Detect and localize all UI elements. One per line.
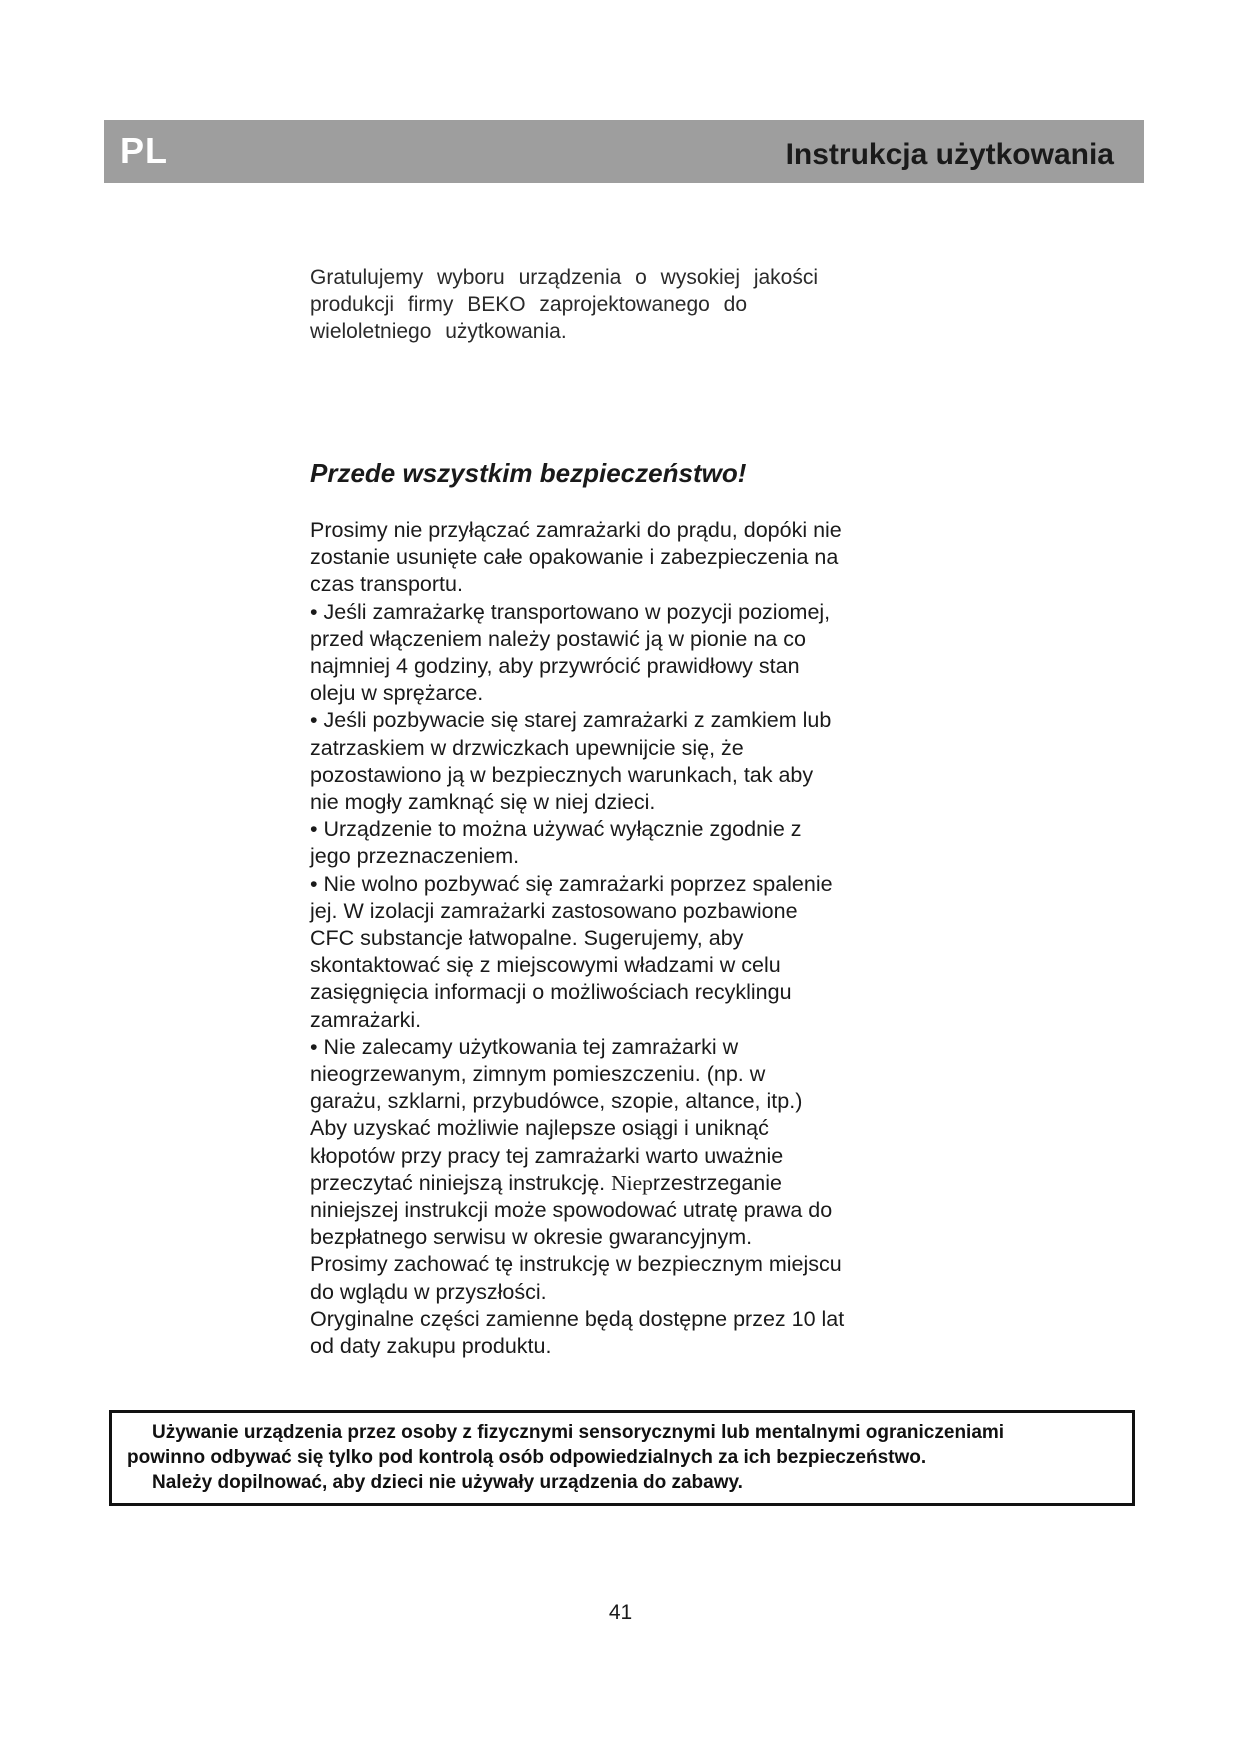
safety-text-fragment: rzestrzeganie bbox=[652, 1170, 782, 1195]
intro-line: wieloletniego użytkowania. bbox=[310, 320, 567, 343]
safety-line: Prosimy zachować tę instrukcję w bezpiecznym miejscu bbox=[310, 1252, 842, 1277]
safety-line: jego przeznaczeniem. bbox=[310, 844, 520, 869]
safety-line: Aby uzyskać możliwie najlepsze osiągi i uniknąć bbox=[310, 1116, 769, 1141]
intro-paragraph bbox=[310, 264, 870, 345]
safety-line: Oryginalne części zamienne będą dostępne przez 10 lat bbox=[310, 1306, 845, 1331]
safety-line: • Nie wolno pozbywać się zamrażarki poprzez spalenie bbox=[310, 871, 833, 896]
safety-line: zamrażarki. bbox=[310, 1007, 422, 1032]
notice-line: Należy dopilnować, aby dzieci nie używały urządzenia do zabawy. bbox=[152, 1472, 743, 1493]
safety-line: garażu, szklarni, przybudówce, szopie, altance, itp.) bbox=[310, 1089, 803, 1114]
safety-line: od daty zakupu produktu. bbox=[310, 1334, 552, 1359]
safety-line: kłopotów przy pracy tej zamrażarki warto uważnie bbox=[310, 1143, 784, 1168]
safety-line: • Nie zalecamy użytkowania tej zamrażarki w bbox=[310, 1034, 739, 1059]
safety-line: bezpłatnego serwisu w okresie gwarancyjnym. bbox=[310, 1225, 753, 1250]
safety-text-fragment: Niep bbox=[611, 1170, 653, 1195]
header-bar bbox=[104, 120, 1144, 183]
intro-line: Gratulujemy wyboru urządzenia o wysokiej jakości bbox=[310, 266, 819, 289]
safety-text-fragment: przeczytać niniejszą instrukcję. bbox=[310, 1170, 612, 1195]
safety-line-mixed bbox=[310, 1170, 950, 1197]
safety-line: pozostawiono ją w bezpiecznych warunkach, tak aby bbox=[310, 762, 814, 787]
safety-line: Prosimy nie przyłączać zamrażarki do prądu, dopóki nie bbox=[310, 518, 842, 542]
safety-text bbox=[310, 517, 950, 1360]
safety-line: jej. W izolacji zamrażarki zastosowano pozbawione bbox=[310, 898, 798, 923]
notice-line: powinno odbywać się tylko pod kontrolą osób odpowiedzialnych za ich bezpieczeństwo. bbox=[127, 1447, 927, 1468]
safety-line: czas transportu. bbox=[310, 572, 463, 597]
notice-line: Używanie urządzenia przez osoby z fizycznymi sensorycznymi lub mentalnymi ograniczeniami bbox=[152, 1422, 1005, 1443]
document-title: Instrukcja użytkowania bbox=[785, 138, 1114, 171]
safety-line: nieogrzewanym, zimnym pomieszczeniu. (np. w bbox=[310, 1062, 766, 1087]
safety-line: oleju w sprężarce. bbox=[310, 681, 484, 706]
safety-line: skontaktować się z miejscowymi władzami w celu bbox=[310, 953, 781, 978]
safety-line: zatrzaskiem w drzwiczkach upewnijcie się, że bbox=[310, 735, 744, 760]
safety-line: • Jeśli pozbywacie się starej zamrażarki z zamkiem lub bbox=[310, 708, 832, 733]
safety-line: CFC substancje łatwopalne. Sugerujemy, aby bbox=[310, 926, 744, 951]
safety-heading: Przede wszystkim bezpieczeństwo! bbox=[310, 458, 747, 488]
safety-line: przed włączeniem należy postawić ją w pionie na co bbox=[310, 626, 806, 651]
safety-line: niniejszej instrukcji może spowodować utratę prawa do bbox=[310, 1198, 833, 1223]
safety-line: • Jeśli zamrażarkę transportowano w pozycji poziomej, bbox=[310, 599, 831, 624]
safety-line: do wglądu w przyszłości. bbox=[310, 1279, 547, 1304]
page-number: 41 bbox=[608, 1601, 633, 1624]
warning-notice-box bbox=[109, 1410, 1135, 1506]
intro-line: produkcji firmy BEKO zaprojektowanego do bbox=[310, 293, 748, 316]
safety-line: najmniej 4 godziny, aby przywrócić prawidłowy stan bbox=[310, 654, 800, 679]
safety-line: zostanie usunięte całe opakowanie i zabezpieczenia na bbox=[310, 545, 839, 570]
safety-line: • Urządzenie to można używać wyłącznie zgodnie z bbox=[310, 817, 802, 842]
language-code: PL bbox=[120, 130, 169, 171]
safety-line: nie mogły zamknąć się w niej dzieci. bbox=[310, 790, 656, 815]
safety-line: zasięgnięcia informacji o możliwościach recyklingu bbox=[310, 980, 792, 1005]
